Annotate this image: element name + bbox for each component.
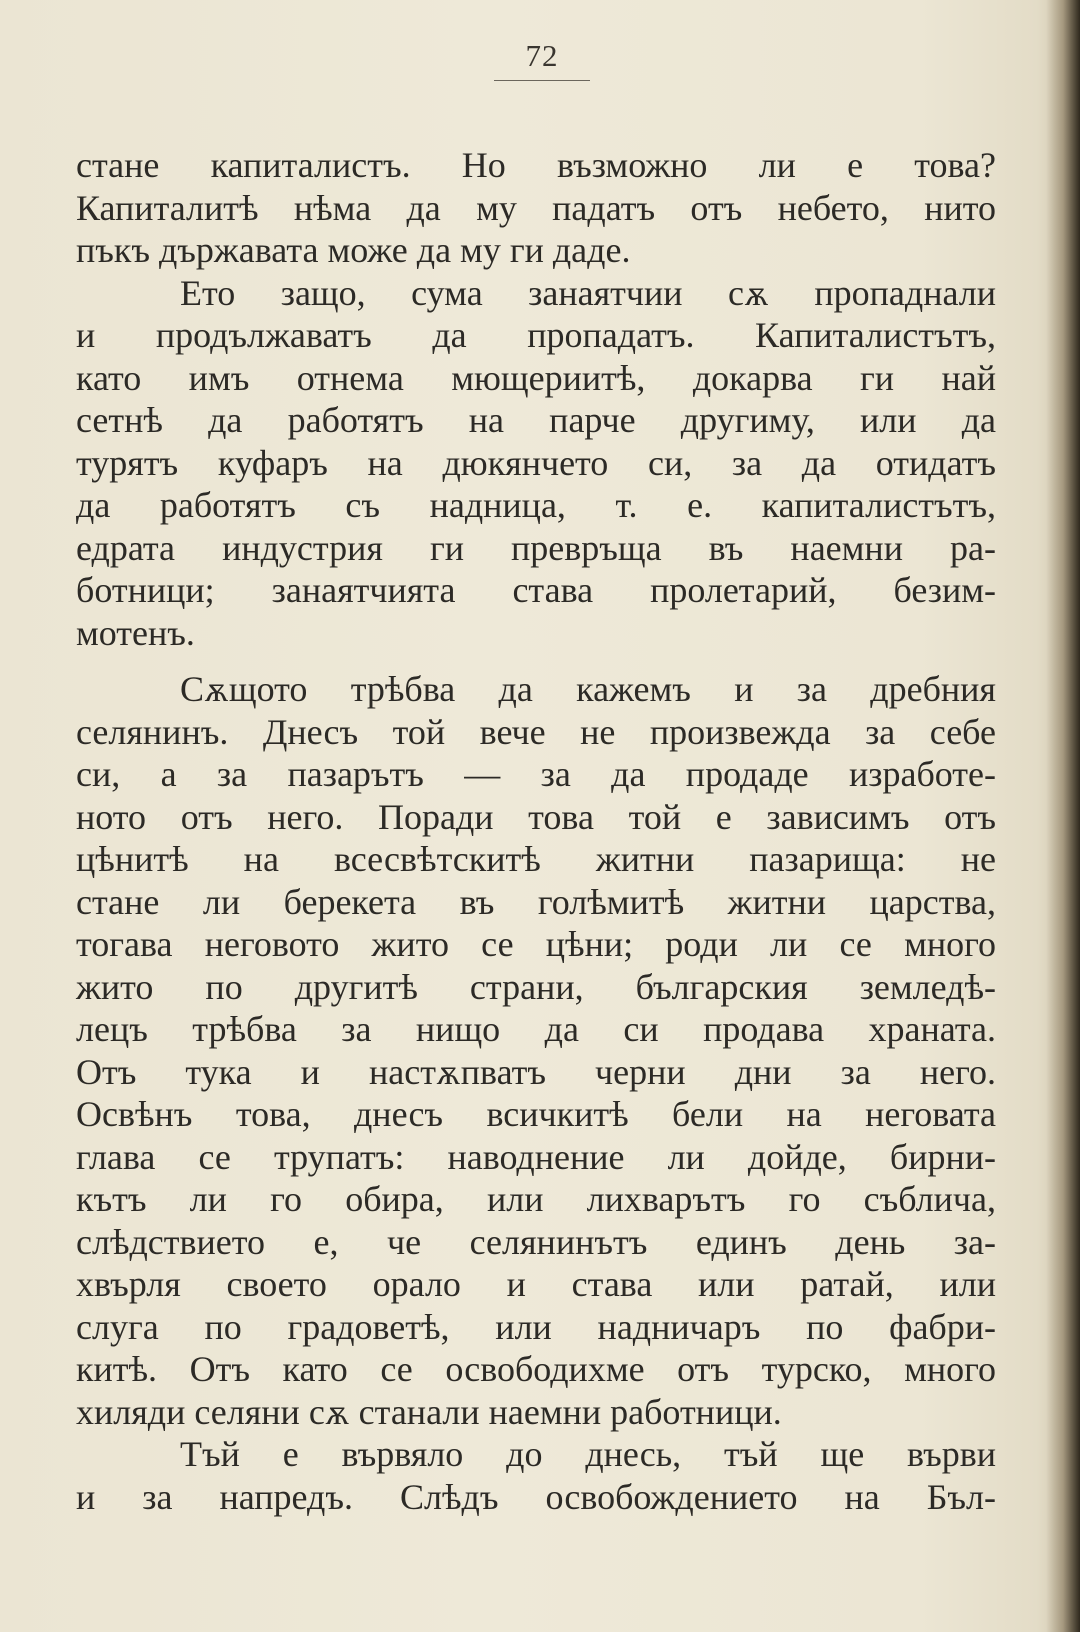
paragraph (76, 668, 996, 1433)
paragraph (76, 144, 996, 272)
text-line: слѣдствието е, че селянинътъ единъ день за- (76, 1221, 996, 1262)
body-text (76, 144, 996, 1544)
text-line: хиляди селяни сѫ станали наемни работници. (76, 1391, 782, 1432)
text-line: лецъ трѣбва за нищо да си продава храната. (76, 1009, 996, 1049)
text-line: кътъ ли го обира, или лихварътъ го съблича, (76, 1179, 996, 1219)
text-line: цѣнитѣ на всесвѣтскитѣ житни пазарища: не (76, 839, 996, 879)
text-line: глава се трупатъ: наводнение ли дойде, бирни- (76, 1136, 996, 1177)
text-line: Ето защо, сума занаятчии сѫ пропаднали (180, 272, 996, 313)
text-line: Сѫщото трѣбва да кажемъ и за дребния (180, 669, 996, 709)
paragraph (76, 1433, 996, 1518)
text-line: жито по другитѣ страни, българския земледѣ- (76, 966, 996, 1007)
text-line: мотенъ. (76, 612, 195, 653)
text-line: стане капиталистъ. Но възможно ли е това? (76, 145, 996, 185)
paragraph-gap (76, 654, 996, 668)
text-line: ното отъ него. Поради това той е зависимъ отъ (76, 796, 996, 837)
text-line: едрата индустрия ги превръща въ наемни ра- (76, 527, 996, 568)
text-line: ботници; занаятчията става пролетарий, безим- (76, 570, 996, 610)
text-line: слуга по градоветѣ, или надничаръ по фабри- (76, 1306, 996, 1347)
text-line: Отъ тука и настѫпватъ черни дни за него. (76, 1051, 996, 1092)
text-line: и продължаватъ да пропадатъ. Капиталистътъ, (76, 315, 996, 355)
text-line: Тъй е вървяло до днесь, тъй ще върви (180, 1434, 996, 1474)
text-line: да работятъ съ надница, т. е. капиталистътъ, (76, 485, 996, 525)
text-line: китѣ. Отъ като се освободихме отъ турско, много (76, 1349, 996, 1389)
book-spine-shadow (1046, 0, 1080, 1632)
text-line: като имъ отнема мющериитѣ, докарва ги най (76, 357, 996, 398)
text-line: и за напредъ. Слѣдъ освобождението на Бъл- (76, 1476, 996, 1517)
paragraph (76, 272, 996, 655)
text-line: турятъ куфаръ на дюкянчето си, за да отидатъ (76, 442, 996, 483)
text-line: сетнѣ да работятъ на парче другиму, или да (76, 400, 996, 440)
page-number: 72 (525, 38, 559, 73)
text-line: селянинъ. Днесъ той вече не произвежда за себе (76, 711, 996, 752)
text-line: хвърля своето орало и става или ратай, или (76, 1264, 996, 1304)
text-line: пъкъ държавата може да му ги даде. (76, 230, 631, 270)
text-line: си, а за пазарътъ — за да продаде изработе- (76, 754, 996, 794)
text-line: Капиталитѣ нѣма да му падатъ отъ небето, нито (76, 187, 996, 228)
header-rule (494, 80, 590, 81)
text-line: тогава неговото жито се цѣни; роди ли се много (76, 924, 996, 964)
text-line: стане ли берекета въ голѣмитѣ житни царства, (76, 881, 996, 922)
text-line: Освѣнъ това, днесъ всичкитѣ бели на неговата (76, 1094, 996, 1134)
